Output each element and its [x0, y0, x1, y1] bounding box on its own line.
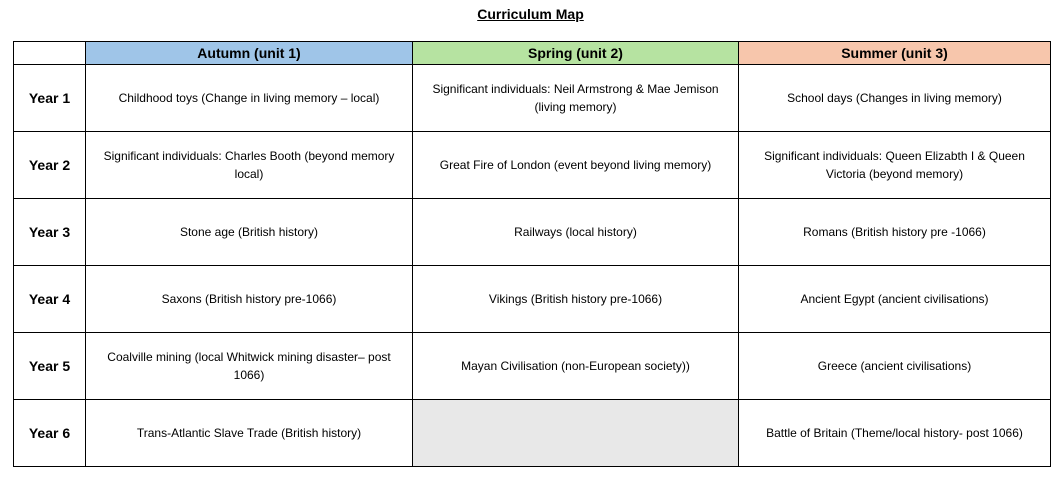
- summer-cell: School days (Changes in living memory): [739, 65, 1051, 132]
- spring-cell-empty: [413, 400, 739, 467]
- header-row: [14, 42, 1051, 65]
- table-row: [14, 266, 1051, 333]
- summer-cell: Romans (British history pre -1066): [739, 199, 1051, 266]
- year-label: Year 2: [14, 132, 86, 199]
- autumn-cell: Childhood toys (Change in living memory – local): [86, 65, 413, 132]
- year-label: Year 4: [14, 266, 86, 333]
- summer-cell: Battle of Britain (Theme/local history- post 1066): [739, 400, 1051, 467]
- autumn-cell: Saxons (British history pre-1066): [86, 266, 413, 333]
- table-row: [14, 333, 1051, 400]
- autumn-cell: Coalville mining (local Whitwick mining disaster– post 1066): [86, 333, 413, 400]
- spring-cell: Mayan Civilisation (non-European society)): [413, 333, 739, 400]
- spring-cell: Railways (local history): [413, 199, 739, 266]
- year-label: Year 5: [14, 333, 86, 400]
- year-label: Year 3: [14, 199, 86, 266]
- corner-cell: [14, 42, 86, 65]
- table-row: [14, 199, 1051, 266]
- spring-cell: Vikings (British history pre-1066): [413, 266, 739, 333]
- autumn-cell: Stone age (British history): [86, 199, 413, 266]
- table-row: [14, 65, 1051, 132]
- summer-cell: Significant individuals: Queen Elizabth I & Queen Victoria (beyond memory): [739, 132, 1051, 199]
- curriculum-table: [13, 41, 1051, 467]
- header-summer: Summer (unit 3): [739, 42, 1051, 65]
- table-row: [14, 400, 1051, 467]
- autumn-cell: Significant individuals: Charles Booth (beyond memory local): [86, 132, 413, 199]
- page-title: Curriculum Map: [477, 6, 584, 22]
- spring-cell: Significant individuals: Neil Armstrong & Mae Jemison (living memory): [413, 65, 739, 132]
- summer-cell: Ancient Egypt (ancient civilisations): [739, 266, 1051, 333]
- header-autumn: Autumn (unit 1): [86, 42, 413, 65]
- spring-cell: Great Fire of London (event beyond living memory): [413, 132, 739, 199]
- table-row: [14, 132, 1051, 199]
- autumn-cell: Trans-Atlantic Slave Trade (British history): [86, 400, 413, 467]
- year-label: Year 1: [14, 65, 86, 132]
- summer-cell: Greece (ancient civilisations): [739, 333, 1051, 400]
- header-spring: Spring (unit 2): [413, 42, 739, 65]
- year-label: Year 6: [14, 400, 86, 467]
